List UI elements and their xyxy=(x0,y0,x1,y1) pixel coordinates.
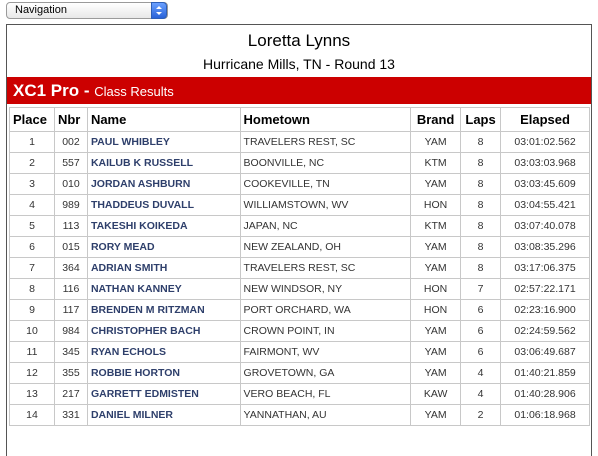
cell-nbr: 331 xyxy=(54,405,87,426)
cell-brand: YAM xyxy=(411,342,461,363)
column-header-name: Name xyxy=(87,108,240,132)
cell-hometown: NEW WINDSOR, NY xyxy=(240,279,411,300)
table-row xyxy=(10,279,590,300)
table-row xyxy=(10,321,590,342)
cell-name: DANIEL MILNER xyxy=(87,405,240,426)
cell-elapsed: 03:17:06.375 xyxy=(501,258,590,279)
table-row xyxy=(10,132,590,153)
cell-laps: 8 xyxy=(461,237,501,258)
cell-elapsed: 03:03:45.609 xyxy=(501,174,590,195)
cell-nbr: 217 xyxy=(54,384,87,405)
column-header-laps: Laps xyxy=(461,108,501,132)
cell-brand: KTM xyxy=(411,153,461,174)
cell-nbr: 345 xyxy=(54,342,87,363)
class-name: XC1 Pro xyxy=(13,81,80,100)
cell-elapsed: 03:07:40.078 xyxy=(501,216,590,237)
navigation-select-value: Navigation xyxy=(15,4,67,16)
cell-laps: 4 xyxy=(461,363,501,384)
cell-nbr: 116 xyxy=(54,279,87,300)
cell-brand: KTM xyxy=(411,216,461,237)
cell-hometown: JAPAN, NC xyxy=(240,216,411,237)
results-panel xyxy=(6,24,592,456)
cell-place: 7 xyxy=(10,258,55,279)
cell-hometown: WILLIAMSTOWN, WV xyxy=(240,195,411,216)
cell-name: KAILUB K RUSSELL xyxy=(87,153,240,174)
table-row xyxy=(10,174,590,195)
cell-hometown: BOONVILLE, NC xyxy=(240,153,411,174)
results-table xyxy=(9,107,590,426)
cell-brand: YAM xyxy=(411,405,461,426)
cell-elapsed: 02:23:16.900 xyxy=(501,300,590,321)
table-row xyxy=(10,363,590,384)
cell-elapsed: 03:08:35.296 xyxy=(501,237,590,258)
class-dash: - xyxy=(79,81,95,100)
column-header-hometown: Hometown xyxy=(240,108,411,132)
table-row xyxy=(10,216,590,237)
cell-hometown: CROWN POINT, IN xyxy=(240,321,411,342)
cell-hometown: COOKEVILLE, TN xyxy=(240,174,411,195)
cell-laps: 4 xyxy=(461,384,501,405)
cell-name: BRENDEN M RITZMAN xyxy=(87,300,240,321)
cell-place: 11 xyxy=(10,342,55,363)
cell-place: 3 xyxy=(10,174,55,195)
cell-place: 12 xyxy=(10,363,55,384)
column-header-place: Place xyxy=(10,108,55,132)
table-row xyxy=(10,405,590,426)
cell-elapsed: 03:01:02.562 xyxy=(501,132,590,153)
cell-name: JORDAN ASHBURN xyxy=(87,174,240,195)
cell-brand: YAM xyxy=(411,132,461,153)
results-body xyxy=(10,132,590,426)
cell-brand: YAM xyxy=(411,321,461,342)
cell-laps: 8 xyxy=(461,258,501,279)
cell-laps: 8 xyxy=(461,216,501,237)
cell-place: 14 xyxy=(10,405,55,426)
cell-laps: 6 xyxy=(461,321,501,342)
cell-name: CHRISTOPHER BACH xyxy=(87,321,240,342)
cell-nbr: 117 xyxy=(54,300,87,321)
cell-place: 4 xyxy=(10,195,55,216)
cell-laps: 6 xyxy=(461,342,501,363)
cell-nbr: 989 xyxy=(54,195,87,216)
cell-elapsed: 01:40:21.859 xyxy=(501,363,590,384)
cell-elapsed: 03:03:03.968 xyxy=(501,153,590,174)
cell-brand: HON xyxy=(411,279,461,300)
navigation-select[interactable] xyxy=(6,2,168,19)
cell-place: 8 xyxy=(10,279,55,300)
cell-nbr: 002 xyxy=(54,132,87,153)
cell-hometown: NEW ZEALAND, OH xyxy=(240,237,411,258)
cell-laps: 6 xyxy=(461,300,501,321)
column-header-brand: Brand xyxy=(411,108,461,132)
class-results-label: Class Results xyxy=(94,84,174,99)
cell-elapsed: 01:06:18.968 xyxy=(501,405,590,426)
cell-name: RORY MEAD xyxy=(87,237,240,258)
cell-elapsed: 02:24:59.562 xyxy=(501,321,590,342)
table-row xyxy=(10,342,590,363)
cell-name: GARRETT EDMISTEN xyxy=(87,384,240,405)
cell-place: 13 xyxy=(10,384,55,405)
select-arrows-icon[interactable] xyxy=(151,2,167,19)
cell-place: 6 xyxy=(10,237,55,258)
cell-elapsed: 03:06:49.687 xyxy=(501,342,590,363)
cell-place: 5 xyxy=(10,216,55,237)
cell-laps: 8 xyxy=(461,153,501,174)
cell-place: 9 xyxy=(10,300,55,321)
cell-name: THADDEUS DUVALL xyxy=(87,195,240,216)
cell-place: 2 xyxy=(10,153,55,174)
table-row xyxy=(10,258,590,279)
cell-nbr: 984 xyxy=(54,321,87,342)
table-row xyxy=(10,195,590,216)
cell-elapsed: 01:40:28.906 xyxy=(501,384,590,405)
cell-nbr: 015 xyxy=(54,237,87,258)
event-title: Loretta Lynns xyxy=(247,31,351,50)
cell-brand: YAM xyxy=(411,363,461,384)
cell-brand: HON xyxy=(411,300,461,321)
cell-laps: 8 xyxy=(461,132,501,153)
cell-name: NATHAN KANNEY xyxy=(87,279,240,300)
cell-laps: 8 xyxy=(461,174,501,195)
cell-laps: 7 xyxy=(461,279,501,300)
cell-brand: HON xyxy=(411,195,461,216)
cell-hometown: YANNATHAN, AU xyxy=(240,405,411,426)
table-header-row xyxy=(10,108,590,132)
cell-hometown: GROVETOWN, GA xyxy=(240,363,411,384)
cell-brand: YAM xyxy=(411,174,461,195)
cell-nbr: 010 xyxy=(54,174,87,195)
table-row xyxy=(10,300,590,321)
cell-brand: YAM xyxy=(411,237,461,258)
cell-name: ROBBIE HORTON xyxy=(87,363,240,384)
cell-hometown: FAIRMONT, WV xyxy=(240,342,411,363)
cell-place: 1 xyxy=(10,132,55,153)
cell-place: 10 xyxy=(10,321,55,342)
cell-name: TAKESHI KOIKEDA xyxy=(87,216,240,237)
cell-elapsed: 02:57:22.171 xyxy=(501,279,590,300)
column-header-elapsed: Elapsed xyxy=(501,108,590,132)
cell-nbr: 113 xyxy=(54,216,87,237)
cell-nbr: 364 xyxy=(54,258,87,279)
cell-hometown: PORT ORCHARD, WA xyxy=(240,300,411,321)
cell-name: RYAN ECHOLS xyxy=(87,342,240,363)
cell-hometown: TRAVELERS REST, SC xyxy=(240,132,411,153)
cell-nbr: 557 xyxy=(54,153,87,174)
cell-brand: YAM xyxy=(411,258,461,279)
cell-laps: 8 xyxy=(461,195,501,216)
table-row xyxy=(10,237,590,258)
class-header-bar xyxy=(7,77,591,104)
cell-laps: 2 xyxy=(461,405,501,426)
cell-name: ADRIAN SMITH xyxy=(87,258,240,279)
column-header-nbr: Nbr xyxy=(54,108,87,132)
cell-nbr: 355 xyxy=(54,363,87,384)
cell-brand: KAW xyxy=(411,384,461,405)
event-subtitle: Hurricane Mills, TN - Round 13 xyxy=(203,56,395,72)
table-row xyxy=(10,153,590,174)
cell-hometown: VERO BEACH, FL xyxy=(240,384,411,405)
table-row xyxy=(10,384,590,405)
cell-hometown: TRAVELERS REST, SC xyxy=(240,258,411,279)
cell-name: PAUL WHIBLEY xyxy=(87,132,240,153)
cell-elapsed: 03:04:55.421 xyxy=(501,195,590,216)
